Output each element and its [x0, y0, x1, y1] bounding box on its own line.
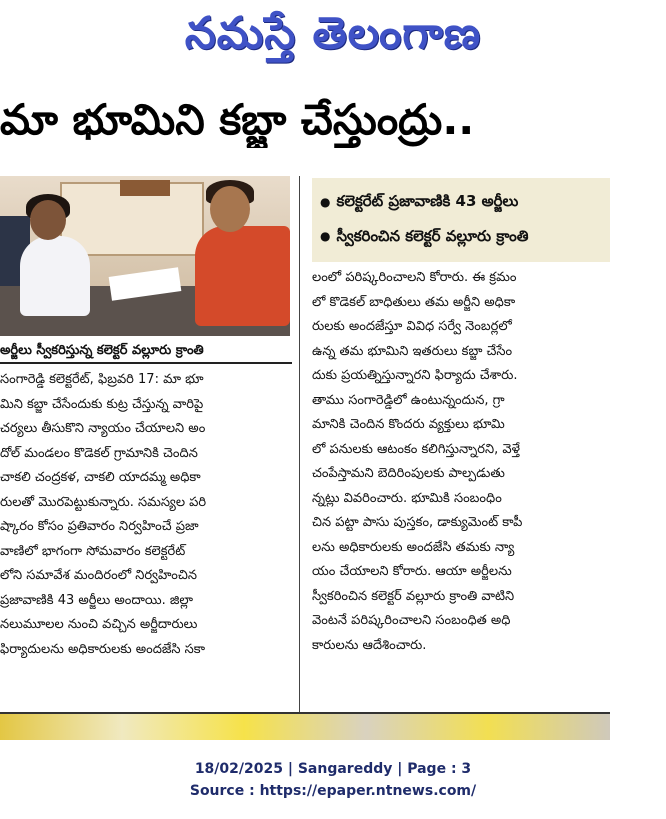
- text-line: కారులను ఆదేశించారు.: [312, 637, 427, 653]
- page-footer: [0, 758, 666, 802]
- text-line: వెంటనే పరిష్కరించాలని సంబంధిత అధి: [312, 613, 511, 628]
- highlights-box: [312, 178, 610, 262]
- text-line: తాము సంగారెడ్డిలో ఉంటున్నందున, గ్రా: [312, 392, 505, 408]
- text-line: రులకు అందజేస్తూ వివిధ సర్వే నెంబర్లలో: [312, 319, 512, 334]
- text-line: చంపేస్తామని బెదిరింపులకు పాల్పడుతు: [312, 466, 505, 481]
- text-line: స్వీకరించిన కలెక్టర్ వల్లూరు క్రాంతి వాటిని: [312, 588, 515, 604]
- article-headline: మా భూమిని కబ్జా చేస్తుంద్రు..: [0, 95, 475, 144]
- text-line: న్నట్లు వివరించారు. భూమికి సంబంధిం: [312, 490, 502, 506]
- text-line: ఉన్న తమ భూమిని ఇతరులు కబ్జా చేసేం: [312, 343, 513, 359]
- article-column-right: [312, 266, 612, 658]
- text-line: దోల్ మండలం కొడెకల్ గ్రామానికి చెందిన: [0, 445, 198, 461]
- text-line: యం చేయాలని కోరారు. ఆయా అర్జీలను: [312, 564, 512, 579]
- text-line: లోని సమావేశ మందిరంలో నిర్వహించిన: [0, 568, 197, 583]
- article-column-left: [0, 368, 292, 662]
- highlight-item: ● స్వీకరించిన కలెక్టర్ వల్లూరు క్రాంతి: [320, 219, 602, 254]
- text-line: నలుమూలల నుంచి వచ్చిన అర్జీదారులు: [0, 617, 198, 632]
- masthead: [0, 0, 666, 78]
- text-line: ష్కారం కోసం ప్రతివారం నిర్వహించే ప్రజా: [0, 519, 199, 534]
- text-line: రులతో మొరపెట్టుకున్నారు. సమస్యల పరి: [0, 494, 207, 510]
- text-line: వాణిలో భాగంగా సోమవారం కలెక్టరేట్: [0, 543, 186, 559]
- text-line: లంలో పరిష్కరించాలని కోరారు. ఈ క్రమం: [312, 270, 517, 285]
- next-article-photo-strip: [0, 712, 610, 740]
- text-line: లో కొడెకల్ బాధితులు తమ అర్జీని అధికా: [312, 294, 516, 310]
- text-line: లను అధికారులకు అందజేసి తమకు న్యా: [312, 539, 515, 555]
- text-line: చర్యలు తీసుకొని న్యాయం చేయాలని అం: [0, 421, 206, 436]
- text-line: చిన పట్టా పాసు పుస్తకం, డాక్యుమెంట్ కాపీ: [312, 515, 523, 530]
- text-line: సంగారెడ్డి కలెక్టరేట్, ఫిబ్రవరి 17: మా భూ: [0, 372, 204, 387]
- text-line: మిని కబ్జా చేసేందుకు కుట్ర చేస్తున్న వారిపై: [0, 396, 204, 412]
- column-divider: [299, 176, 300, 714]
- text-line: మానికి చెందిన కొందరు వ్యక్తులు భూమి: [312, 417, 505, 432]
- footer-source-link[interactable]: Source : https://epaper.ntnews.com/: [189, 783, 477, 799]
- footer-date-edition: 18/02/2025 | Sangareddy | Page : 3: [194, 761, 472, 777]
- text-line: లో పనులకు ఆటంకం కలిగిస్తున్నారని, వెళ్తే: [312, 441, 521, 457]
- highlight-item: ● కలెక్టరేట్ ప్రజావాణికి 43 అర్జీలు: [320, 184, 602, 219]
- photo-caption: అర్జీలు స్వీకరిస్తున్న కలెక్టర్ వల్లూరు క్రాంతి: [0, 340, 292, 364]
- text-line: ఫిర్యాదులను అధికారులకు అందజేసి సకా: [0, 641, 206, 657]
- article-photo: [0, 176, 290, 336]
- text-line: ప్రజావాణికి 43 అర్జీలు అందాయి. జిల్లా: [0, 592, 193, 608]
- text-line: దుకు ప్రయత్నిస్తున్నారని ఫిర్యాదు చేశారు.: [312, 368, 518, 383]
- newspaper-logo: నమస్తే తెలంగాణ: [184, 8, 482, 59]
- text-line: చాకలి చంద్రకళ, చాకలి యాదమ్మ అధికా: [0, 470, 201, 485]
